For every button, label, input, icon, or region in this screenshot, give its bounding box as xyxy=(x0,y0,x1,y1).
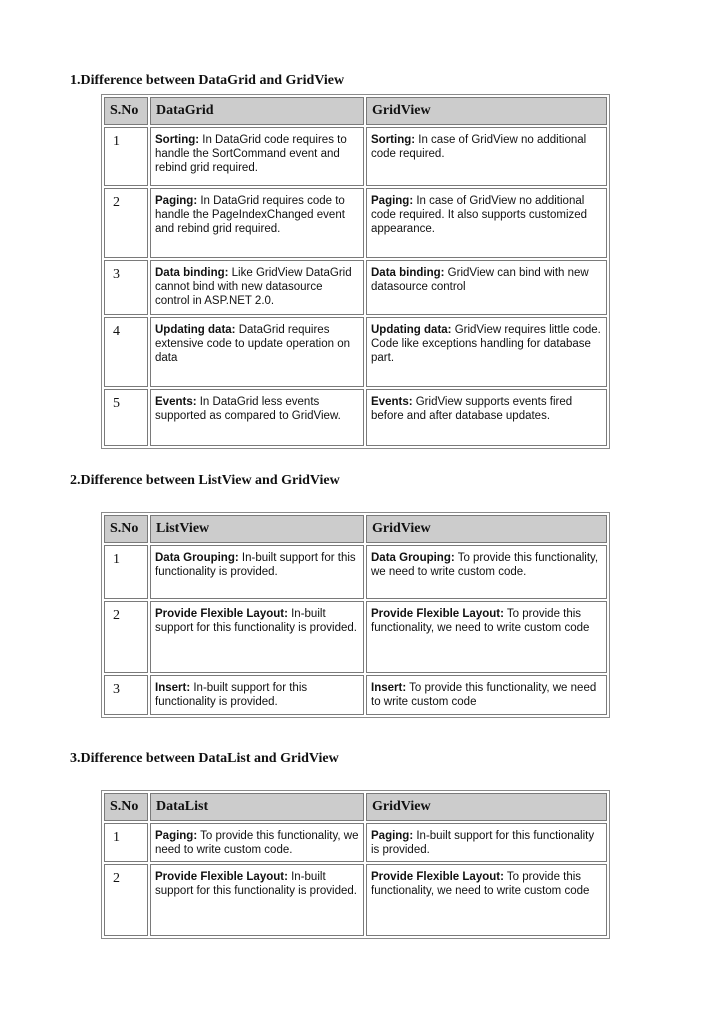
row-right-cell xyxy=(366,675,607,715)
table-header-row xyxy=(104,97,607,125)
row-left-cell xyxy=(150,545,364,599)
header-right: GridView xyxy=(366,793,607,821)
table-row xyxy=(104,317,607,387)
left-text: In DataGrid less events supported as compared to GridView. xyxy=(155,396,341,422)
left-label: Insert: xyxy=(155,682,191,694)
left-text: DataGrid requires extensive code to update operation on data xyxy=(155,324,351,364)
left-label: Sorting: xyxy=(155,134,200,146)
table-row xyxy=(104,188,607,258)
row-sno: 2 xyxy=(104,864,148,936)
header-left: DataGrid xyxy=(150,97,364,125)
section-title-3: 3.Difference between DataList and GridView xyxy=(70,751,339,766)
table-row xyxy=(104,601,607,673)
right-text: In case of GridView no additional code required. xyxy=(371,134,587,160)
row-sno: 5 xyxy=(104,389,148,446)
left-text: In-built support for this functionality is provided. xyxy=(155,871,357,897)
right-text: To provide this functionality, we need to write custom code xyxy=(371,871,590,897)
right-text: In case of GridView no additional code required. It also supports customized appearance. xyxy=(371,195,588,235)
left-text: In DataGrid code requires to handle the SortCommand event and rebind grid required. xyxy=(155,134,347,174)
right-label: Insert: xyxy=(371,682,407,694)
row-left-cell xyxy=(150,823,364,862)
table-header-row xyxy=(104,515,607,543)
row-left-cell xyxy=(150,260,364,315)
header-right: GridView xyxy=(366,515,607,543)
table-row xyxy=(104,675,607,715)
header-left: ListView xyxy=(150,515,364,543)
left-text: In-built support for this functionality is provided. xyxy=(155,682,308,708)
right-label: Paging: xyxy=(371,195,414,207)
listview-vs-gridview-table xyxy=(101,512,610,718)
right-label: Data binding: xyxy=(371,267,445,279)
left-text: To provide this functionality, we need to write custom code. xyxy=(155,830,359,856)
left-label: Updating data: xyxy=(155,324,236,336)
row-right-cell xyxy=(366,389,607,446)
row-sno: 1 xyxy=(104,545,148,599)
row-sno: 3 xyxy=(104,260,148,315)
row-sno: 2 xyxy=(104,188,148,258)
row-right-cell xyxy=(366,545,607,599)
row-left-cell xyxy=(150,317,364,387)
table-row xyxy=(104,260,607,315)
left-label: Paging: xyxy=(155,830,198,842)
row-sno: 1 xyxy=(104,823,148,862)
right-text: GridView can bind with new datasource control xyxy=(371,267,589,293)
header-left: DataList xyxy=(150,793,364,821)
right-label: Sorting: xyxy=(371,134,416,146)
section-title-2: 2.Difference between ListView and GridView xyxy=(70,473,340,488)
right-label: Provide Flexible Layout: xyxy=(371,871,504,883)
table-row xyxy=(104,389,607,446)
row-right-cell xyxy=(366,823,607,862)
row-left-cell xyxy=(150,188,364,258)
row-left-cell xyxy=(150,389,364,446)
row-left-cell xyxy=(150,601,364,673)
right-text: To provide this functionality, we need to write custom code. xyxy=(371,552,599,578)
left-label: Provide Flexible Layout: xyxy=(155,871,288,883)
row-right-cell xyxy=(366,260,607,315)
row-right-cell xyxy=(366,188,607,258)
header-sno: S.No xyxy=(104,515,148,543)
datagrid-vs-gridview-table xyxy=(101,94,610,449)
row-sno: 1 xyxy=(104,127,148,186)
left-text: In-built support for this functionality is provided. xyxy=(155,552,356,578)
row-right-cell xyxy=(366,864,607,936)
header-sno: S.No xyxy=(104,793,148,821)
table-row xyxy=(104,864,607,936)
row-right-cell xyxy=(366,601,607,673)
right-text: To provide this functionality, we need to write custom code xyxy=(371,608,590,634)
left-label: Data Grouping: xyxy=(155,552,239,564)
right-text: In-built support for this functionality is provided. xyxy=(371,830,595,856)
row-sno: 3 xyxy=(104,675,148,715)
row-right-cell xyxy=(366,127,607,186)
table-row xyxy=(104,127,607,186)
row-right-cell xyxy=(366,317,607,387)
header-right: GridView xyxy=(366,97,607,125)
right-label: Updating data: xyxy=(371,324,452,336)
right-text: GridView requires little code. Code like exceptions handling for database part. xyxy=(371,324,601,364)
row-sno: 2 xyxy=(104,601,148,673)
left-text: Like GridView DataGrid cannot bind with new datasource control in ASP.NET 2.0. xyxy=(155,267,352,307)
left-label: Events: xyxy=(155,396,197,408)
right-label: Paging: xyxy=(371,830,414,842)
right-text: GridView supports events fired before and after database updates. xyxy=(371,396,573,422)
table-row xyxy=(104,545,607,599)
row-left-cell xyxy=(150,127,364,186)
section-title-1: 1.Difference between DataGrid and GridView xyxy=(70,73,345,88)
row-left-cell xyxy=(150,864,364,936)
header-sno: S.No xyxy=(104,97,148,125)
row-sno: 4 xyxy=(104,317,148,387)
left-label: Provide Flexible Layout: xyxy=(155,608,288,620)
left-label: Data binding: xyxy=(155,267,229,279)
row-left-cell xyxy=(150,675,364,715)
right-label: Provide Flexible Layout: xyxy=(371,608,504,620)
right-label: Events: xyxy=(371,396,413,408)
table-header-row xyxy=(104,793,607,821)
right-text: To provide this functionality, we need to write custom code xyxy=(371,682,597,708)
right-label: Data Grouping: xyxy=(371,552,455,564)
table-row xyxy=(104,823,607,862)
left-text: In-built support for this functionality is provided. xyxy=(155,608,357,634)
left-label: Paging: xyxy=(155,195,198,207)
datalist-vs-gridview-table xyxy=(101,790,610,939)
left-text: In DataGrid requires code to handle the PageIndexChanged event and rebind grid required. xyxy=(155,195,345,235)
